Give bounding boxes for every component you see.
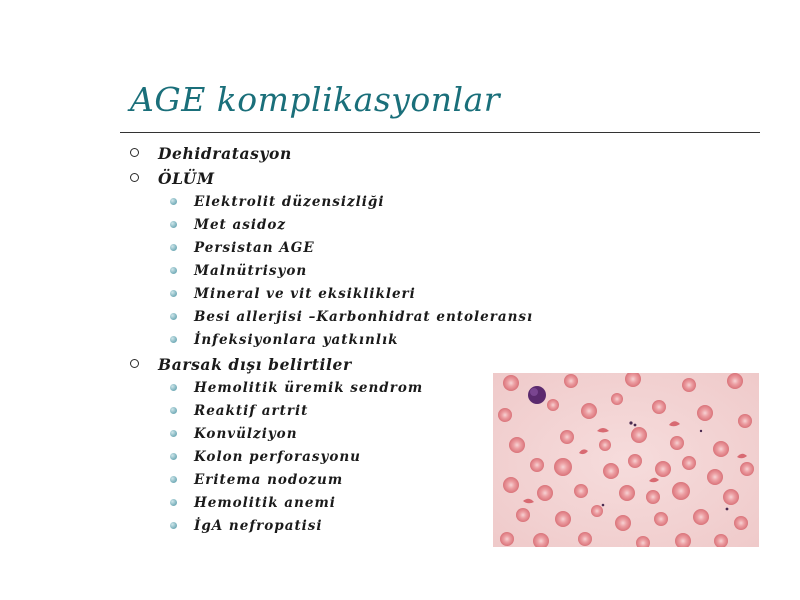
dot-bullet-icon [170, 336, 177, 343]
dot-bullet-icon [170, 290, 177, 297]
list-item: Elektrolit düzensizliği [194, 194, 385, 210]
list-item: İnfeksiyonlara yatkınlık [194, 332, 399, 348]
hollow-bullet-icon [130, 148, 139, 157]
dot-bullet-icon [170, 522, 177, 529]
dot-bullet-icon [170, 407, 177, 414]
dot-bullet-icon [170, 499, 177, 506]
dot-bullet-icon [170, 384, 177, 391]
list-item: Konvülziyon [194, 426, 298, 442]
blood-smear-image [493, 373, 759, 547]
list-item: Mineral ve vit eksiklikleri [194, 286, 416, 302]
list-item: Met asidoz [194, 217, 287, 233]
title-divider [120, 132, 760, 133]
hollow-bullet-icon [130, 359, 139, 368]
dot-bullet-icon [170, 198, 177, 205]
list-item: Dehidratasyon [158, 144, 292, 163]
list-item: Hemolitik üremik sendrom [194, 380, 424, 396]
dot-bullet-icon [170, 453, 177, 460]
list-item: Besi allerjisi –Karbonhidrat entoleransı [194, 309, 534, 325]
dot-bullet-icon [170, 476, 177, 483]
dot-bullet-icon [170, 313, 177, 320]
dot-bullet-icon [170, 221, 177, 228]
list-item: Eritema nodozum [194, 472, 344, 488]
list-item: Reaktif artrit [194, 403, 309, 419]
dot-bullet-icon [170, 430, 177, 437]
dot-bullet-icon [170, 267, 177, 274]
slide-title: AGE komplikasyonlar [130, 80, 501, 119]
list-item: Persistan AGE [194, 240, 315, 256]
hollow-bullet-icon [130, 173, 139, 182]
list-item: Barsak dışı belirtiler [158, 355, 352, 374]
dot-bullet-icon [170, 244, 177, 251]
list-item: Malnütrisyon [194, 263, 308, 279]
list-item: Kolon perforasyonu [194, 449, 361, 465]
list-item: ÖLÜM [158, 169, 215, 188]
list-item: İgA nefropatisi [194, 518, 323, 534]
list-item: Hemolitik anemi [194, 495, 336, 511]
